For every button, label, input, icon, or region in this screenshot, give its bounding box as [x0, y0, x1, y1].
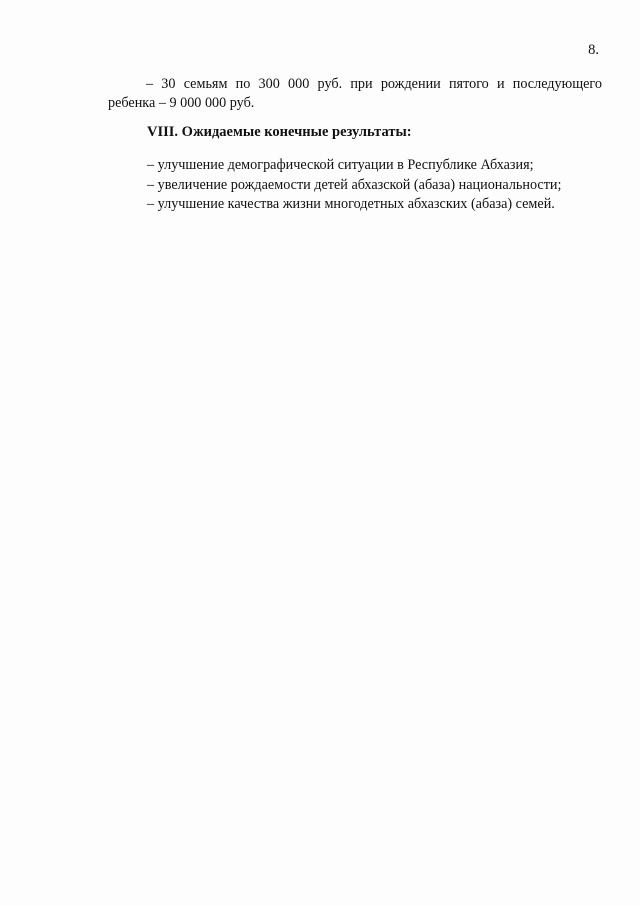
result-item-quality-of-life: – улучшение качества жизни многодетных абхазских (абаза) семей. — [147, 196, 555, 212]
continuation-paragraph — [108, 75, 602, 113]
result-item-demography: – улучшение демографической ситуации в Республике Абхазия; — [147, 157, 534, 173]
result-item-birth-rate: – увеличение рождаемости детей абхазской (абаза) национальности; — [147, 176, 562, 193]
results-list — [147, 156, 561, 215]
page-number: 8. — [588, 42, 599, 58]
continuation-line-1: – 30 семьям по 300 000 руб. при рождении пятого и последующего — [146, 76, 602, 92]
section-heading: VIII. Ожидаемые конечные результаты: — [147, 124, 412, 140]
continuation-line-2: ребенка – 9 000 000 руб. — [108, 95, 255, 111]
